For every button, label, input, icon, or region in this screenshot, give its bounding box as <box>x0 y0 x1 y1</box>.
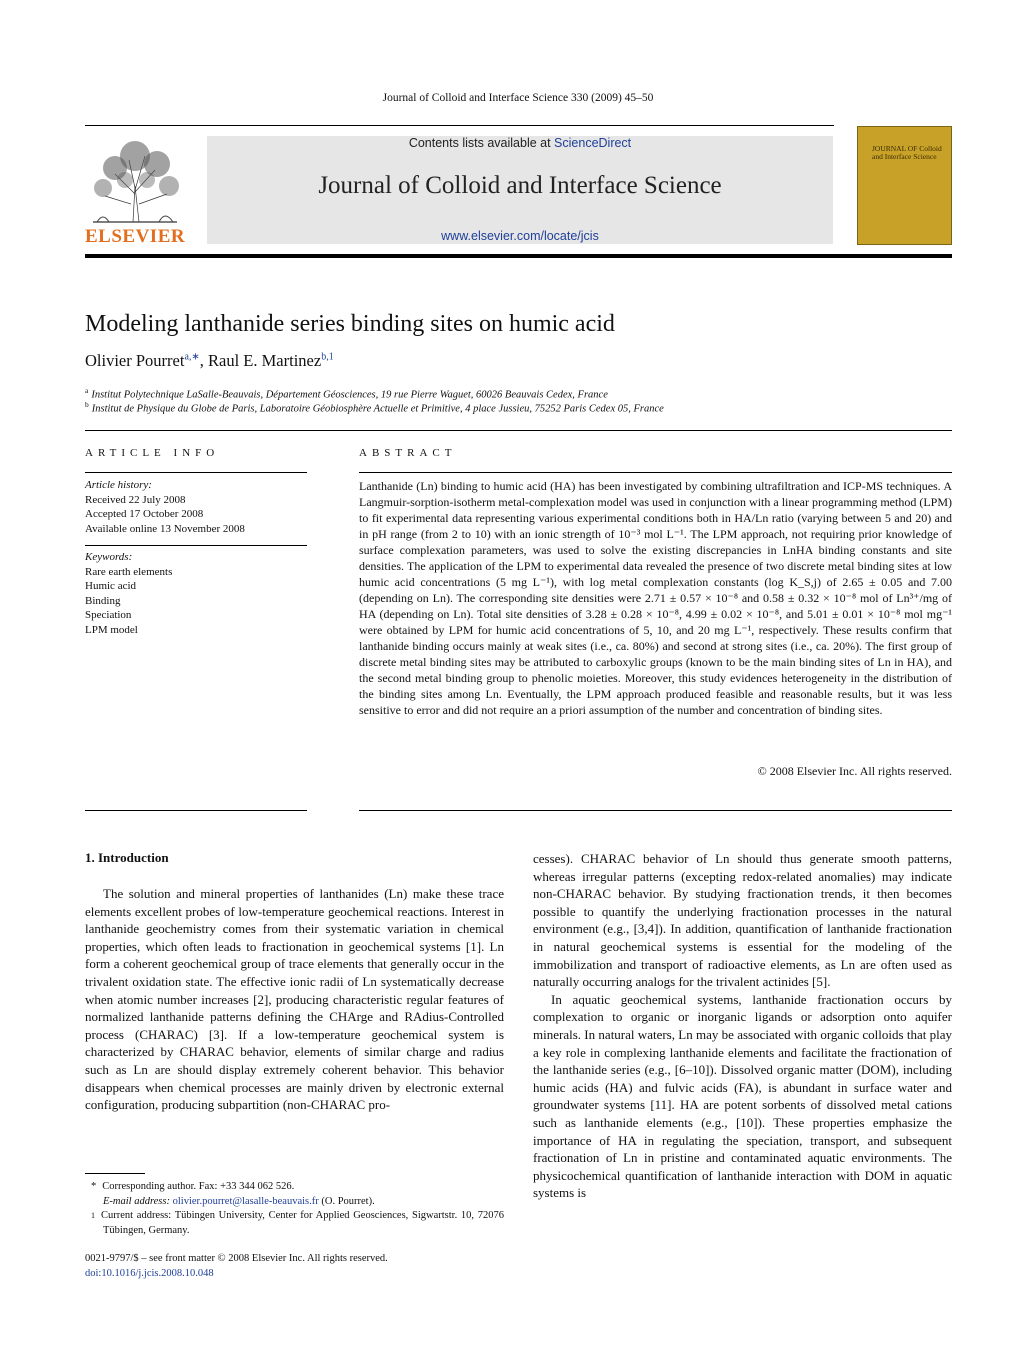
divider <box>85 430 952 431</box>
contents-prefix: Contents lists available at <box>408 136 555 150</box>
journal-url-link[interactable]: www.elsevier.com/locate/jcis <box>441 229 599 243</box>
abstract-heading: ABSTRACT <box>359 447 457 459</box>
footnote-rule <box>85 1173 145 1174</box>
keyword: LPM model <box>85 623 138 636</box>
right-column <box>533 850 952 1202</box>
email-link[interactable]: olivier.pourret@lasalle-beauvais.fr <box>172 1195 319 1207</box>
author-1: Olivier Pourret <box>85 351 185 370</box>
divider <box>85 545 307 546</box>
cover-title: JOURNAL OF Colloid and Interface Science <box>872 144 942 161</box>
sciencedirect-link[interactable]: ScienceDirect <box>554 136 632 150</box>
elsevier-wordmark: ELSEVIER <box>85 226 186 247</box>
affiliation-text: Institut de Physique du Globe de Paris, Laboratoire Géobiosphère Actuelle et Primitive, 4 place Jussieu, 75252 Paris Cedex 05, France <box>91 403 664 415</box>
divider <box>359 810 952 811</box>
author-line <box>85 351 334 371</box>
issn-line: 0021-9797/$ – see front matter © 2008 Elsevier Inc. All rights reserved. <box>85 1253 388 1264</box>
divider <box>85 810 307 811</box>
affiliation-mark: b <box>85 400 89 409</box>
paragraph: In aquatic geochemical systems, lanthanide fractionation occurs by complexation to organic or inorganic ligands or adsorption onto aquifer minerals. In natural waters, Ln may be associated with organic colloids that play a key role in complexing lanthanide elements and facilitate the fractionation of the lanthanide series (e.g., [6–10]). Dissolved organic matter (DOM), including humic acids (HA) and fulvic acids (FA), is abundant in surface water and groundwater systems [11]. HA are potent sorbents of dissolved metal cations such as lanthanide elements (e.g., [10]). These properties emphasize the importance of HA in regulating the speciation, transport, and subsequent fractionation of Ln in pristine and contaminated aquatic environments. The physicochemical quantification of lanthanide interaction with DOM in aquatic systems is <box>533 991 952 1201</box>
paragraph: The solution and mineral properties of lanthanides (Ln) make these trace elements excellent probes of low-temperature geochemical reactions. Interest in lanthanide geochemistry comes from their systematic variation in chemical properties, which often leads to fractionation in geochemical systems [1]. Ln form a coherent geochemical group of trace elements that generally occur in the trivalent oxidation state. The effective ionic radii of Ln systematically decrease when atomic number increases [2], producing characteristic regular features of normalized lanthanide patterns defining the CHArge and RAdius-Controlled process (CHARAC) [3]. If a low-temperature geochemical system is characterized by CHARAC behavior, elements of similar charge and radius such as Ln are should display extremely coherent behavior. This behavior disappears when chemical processes are mainly driven by electronic external configuration, producing subpartition (non-CHARAC pro- <box>85 886 504 1113</box>
journal-cover <box>857 126 952 245</box>
abstract-text: Lanthanide (Ln) binding to humic acid (HA) has been investigated by combining ultrafiltration and ICP-MS techniques. A Langmuir-sorption-isotherm metal-complexation model was used in conjunction with a linear programming method (LPM) to fit experimental data representing various experimental conditions both in HA/Ln ratio (varying between 5 and 20) and in pH range (from 2 to 10) with an ionic strength of 10⁻³ mol L⁻¹. The LPM approach, not requiring prior knowledge of surface complexation parameters, was used to solve the existing discrepancies in LnHA binding constants and site densities. The application of the LPM to experimental data revealed the presence of two discrete metal binding sites at low humic acid concentrations (5 mg L⁻¹), with log metal complexation constants (log K_S,j) of 2.65 ± 0.05 and 7.00 (depending on Ln). The corresponding site densities were 2.71 ± 0.57 × 10⁻⁸ and 0.58 ± 0.32 × 10⁻⁸ mol of Ln³⁺/mg of HA (depending on Ln). Total site densities of 3.28 ± 0.28 × 10⁻⁸, 4.99 ± 0.02 × 10⁻⁸, and 5.01 ± 0.01 × 10⁻⁸ mol mg⁻¹ were obtained by LPM for humic acid concentrations of 5, 10, and 20 mg L⁻¹, respectively. These results confirm that lanthanide binding occurs mainly at weak sites (i.e., ca. 80%) and second at strong sites (i.e., ca. 20%). The first group of discrete metal binding sites may be attributed to carboxylic groups (known to be the main binding sites of Ln in HA), and the second metal binding group to phenolic moieties. Moreover, this study evidences heterogeneity in the distribution of the binding sites among Ln. Eventually, the LPM approach produced feasible and reasonable results, but it was less sensitive to error and did not require an a priori assumption of the number and concentration of binding sites. <box>359 479 952 717</box>
affiliation-a <box>85 386 608 401</box>
email-label: E-mail address: <box>103 1195 173 1207</box>
keywords-label: Keywords: <box>85 551 133 563</box>
author-2: , Raul E. Martinez <box>199 351 322 370</box>
front-matter <box>85 1252 388 1281</box>
doi-link[interactable]: doi:10.1016/j.jcis.2008.10.048 <box>85 1267 214 1279</box>
author-2-marks[interactable]: b,1 <box>321 351 334 363</box>
keywords <box>85 550 172 637</box>
journal-citation: Journal of Colloid and Interface Science 330 (2009) 45–50 <box>382 92 654 104</box>
keyword: Binding <box>85 594 121 607</box>
affiliation-mark: a <box>85 386 89 395</box>
divider <box>359 472 952 473</box>
footnote-address <box>85 1209 504 1238</box>
keyword: Speciation <box>85 609 132 621</box>
email-suffix: (O. Pourret). <box>318 1195 375 1207</box>
footnote-corresponding <box>85 1180 504 1195</box>
tree-icon <box>85 134 185 226</box>
footnote-text: Current address: Tübingen University, Center for Applied Geosciences, Sigwartstr. 10, 72076 Tübingen, Germany. <box>101 1210 504 1236</box>
left-column <box>85 885 504 1114</box>
affiliation-text: Institut Polytechnique LaSalle-Beauvais, Département Géosciences, 19 rue Pierre Waguet, 60026 Beauvais Cedex, France <box>91 389 608 401</box>
contents-line <box>207 136 833 150</box>
keyword: Rare earth elements <box>85 565 173 578</box>
author-1-marks[interactable]: a,∗ <box>184 351 200 363</box>
history-label: Article history: <box>85 479 152 491</box>
history-received: Received 22 July 2008 <box>85 493 186 506</box>
history-online: Available online 13 November 2008 <box>85 522 245 535</box>
footnotes <box>85 1180 504 1238</box>
footnote-email <box>85 1195 504 1210</box>
footnote-mark: * <box>91 1181 97 1192</box>
journal-banner <box>207 136 833 244</box>
section-heading: 1. Introduction <box>85 850 169 865</box>
keyword: Humic acid <box>85 580 137 592</box>
header-thick-rule <box>85 254 952 258</box>
header-rule <box>85 125 834 126</box>
divider <box>85 472 307 473</box>
footnote-mark: 1 <box>91 1211 95 1220</box>
article-history <box>85 478 245 536</box>
article-info-heading: ARTICLE INFO <box>85 447 220 459</box>
journal-title: Journal of Colloid and Interface Science <box>318 172 722 199</box>
paragraph: cesses). CHARAC behavior of Ln should thus generate smooth patterns, whereas irregular patterns (excepting redox-related anomalies) may indicate non-CHARAC behavior. By studying fractionation trends, it then becomes possible to quantify the underlying fractionation processes in the natural environment (e.g., [3,4]). In addition, quantification of lanthanide fractionation in natural geochemical systems is essential for the modeling of the immobilization and transport of radioactive elements, as Ln are often used as naturally occurring analogs for the trivalent actinides [5]. <box>533 851 952 990</box>
affiliation-b <box>85 400 664 415</box>
history-accepted: Accepted 17 October 2008 <box>85 508 204 520</box>
footnote-text: Corresponding author. Fax: +33 344 062 526. <box>102 1181 295 1192</box>
abstract-copyright: © 2008 Elsevier Inc. All rights reserved. <box>757 764 952 778</box>
article-title: Modeling lanthanide series binding sites on humic acid <box>85 311 615 337</box>
elsevier-logo <box>85 134 185 246</box>
